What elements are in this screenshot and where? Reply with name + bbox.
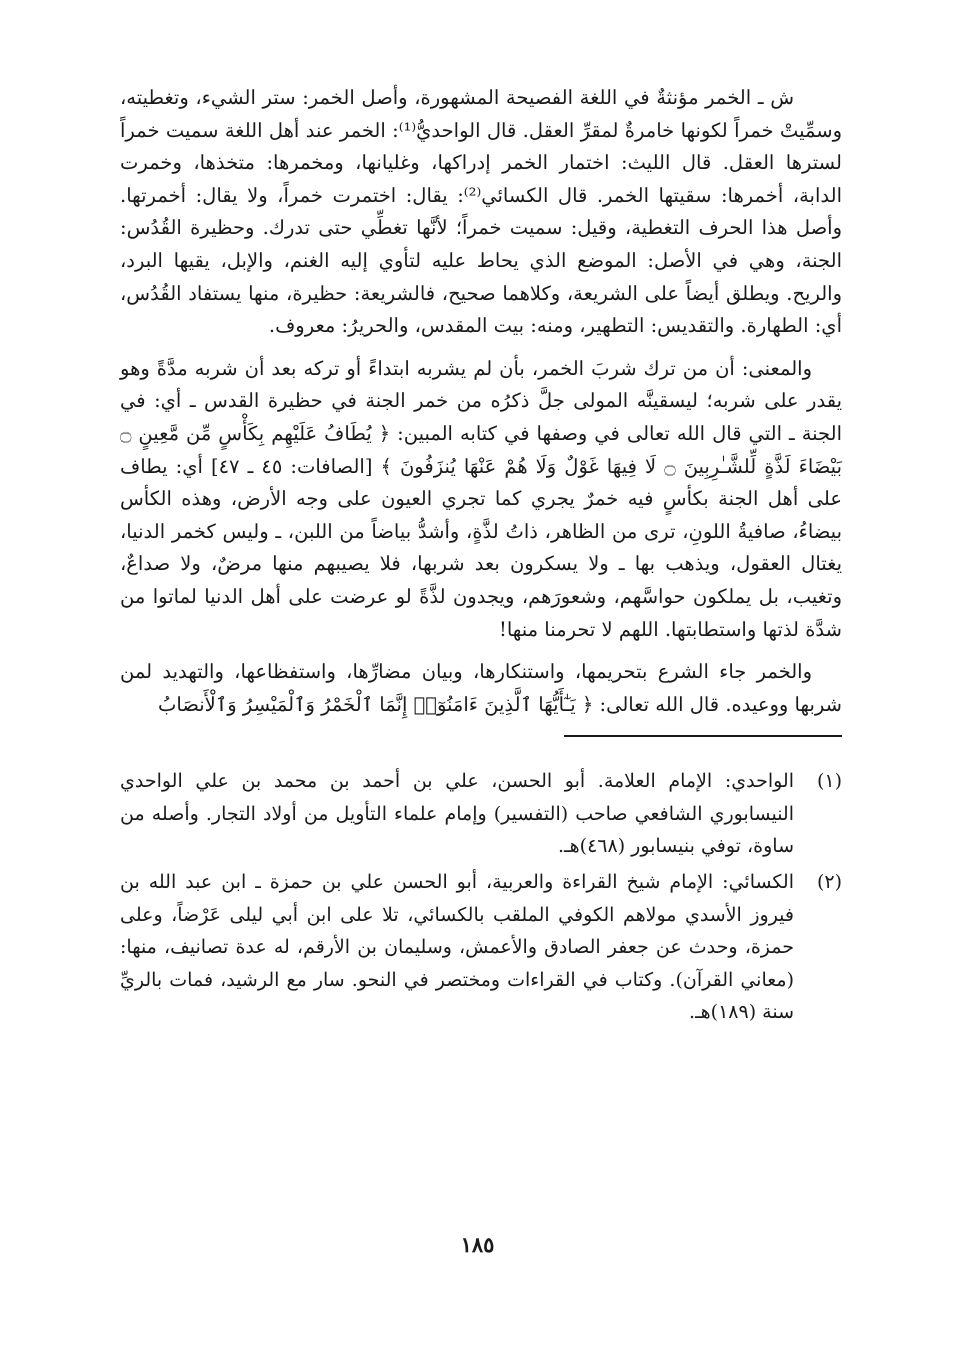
footnote xyxy=(120,866,842,1029)
paragraph-prohibition: والخمر جاء الشرع بتحريمها، واستنكارها، وبيان مضارِّها، واستفظاعها، والتهديد لمن شربها ووعيده. قال الله تعالى: ﴿ يَـٰٓأَيُّهَا ٱلَّذِينَ ءَامَنُوٓا۟ إِنَّمَا ٱلْخَمْرُ وَٱلْمَيْسِرُ وَٱلْأَنصَابُ xyxy=(120,660,842,716)
paragraph-meaning: والمعنى: أن من ترك شربَ الخمر، بأن لم يشربه ابتداءً أو تركه بعد أن شربه مدَّةً وهو يقدر على شربه؛ ليسقينَّه المولى جلَّ ذكرُه من خمر الجنة في حظيرة القدس ـ أي: في الجنة ـ التي قال الله تعالى في وصفها في كتابه المبين: ﴿ يُطَافُ عَلَيْهِم بِكَأْسٍ مِّن مَّعِينٍ ۝ بَيْضَاءَ لَذَّةٍ لِّلشَّـٰرِبِينَ ۝ لَا فِيهَا غَوْلٌ وَلَا هُمْ عَنْهَا يُنزَفُونَ ﴾ [الصافات: ٤٥ ـ ٤٧] أي: يطاف على أهل الجنة بكأسٍ فيه خمرٌ يجري كما تجري العيون على وجه الأرض، وهذه الكأس بيضاءُ، صافيةُ اللونِ، ترى من الظاهر، ذاتُ لذَّةٍ، وأشدُّ بياضاً من اللبن، ـ وليس كخمر الدنيا، يغتال العقول، ويذهب بها ـ ولا يسكرون بعد شربها، فلا يصيبهم منها مرضٌ، ولا صداعٌ، وتغيب، بل يملكون حواسَّهم، وشعورَهم، ويجدون لذَّةً لو عرضت على أهل الدنيا لماتوا من شدَّة لذتها واستطابتها. اللهم لا تحرمنا منها! xyxy=(120,356,842,641)
page-number: ١٨٥ xyxy=(460,1232,495,1257)
page-body xyxy=(120,82,842,1032)
footnote xyxy=(120,765,842,863)
footnote-number: (٢) xyxy=(816,871,842,894)
footnotes xyxy=(120,765,842,1029)
footnote-text: الكسائي: الإمام شيخ القراءة والعربية، أبو الحسن علي بن حمزة ـ ابن عبد الله بن فيروز الأسدي مولاهم الكوفي الملقب بالكسائي، تلا على ابن أبي ليلى عَرْضاً، وعلى حمزة، وحدث عن جعفر الصادق والأعمش، وسليمان بن الأرقم، له عدة تصانيف، منها: (معاني القرآن). وكتاب في القراءات ومختصر في النحو. سار مع الرشيد، فمات بالريِّ سنة (١٨٩)هـ. xyxy=(120,871,794,1024)
footnote-number: (١) xyxy=(816,770,842,793)
footnote-divider xyxy=(564,735,842,737)
footnote-text: الواحدي: الإمام العلامة. أبو الحسن، علي بن أحمد بن محمد بن علي الواحدي النيسابوري الشافعي صاحب (التفسير) وإمام علماء التأويل من أولاد التجار. وأصله من ساوة، توفي بنيسابور (٤٦٨)هـ. xyxy=(120,770,794,858)
paragraph-explanation: ش ـ الخمر مؤنثةٌ في اللغة الفصيحة المشهورة، وأصل الخمر: ستر الشيء، وتغطيته، وسمِّيتْ خمراً لكونها خامرةٌ لمقرِّ العقل. قال الواحديُّ⁽¹⁾: الخمر عند أهل اللغة سميت خمراً لسترها العقل. قال الليث: اختمار الخمر إدراكها، وغليانها، ومخمرها: متخذها، وخمرت الدابة، أخمرها: سقيتها الخمر. قال الكسائي⁽²⁾: يقال: اختمرت خمراً، ولا يقال: أخمرتها. وأصل هذا الحرف التغطية، وقيل: سميت خمراً؛ لأنَّها تغطِّي حتى تدرك. وحظيرة القُدُس: الجنة، وهي في الأصل: الموضع الذي يحاط عليه لتأوي إليه الغنم، والإبل، يقيها البرد، والريح. ويطلق أيضاً على الشريعة، وكلاهما صحيح، فالشريعة: حظيرة، منها يستفاد القُدُس، أي: الطهارة. والتقديس: التطهير، ومنه: بيت المقدس، والحريرُ: معروف. xyxy=(120,86,842,338)
main-text xyxy=(120,82,842,721)
